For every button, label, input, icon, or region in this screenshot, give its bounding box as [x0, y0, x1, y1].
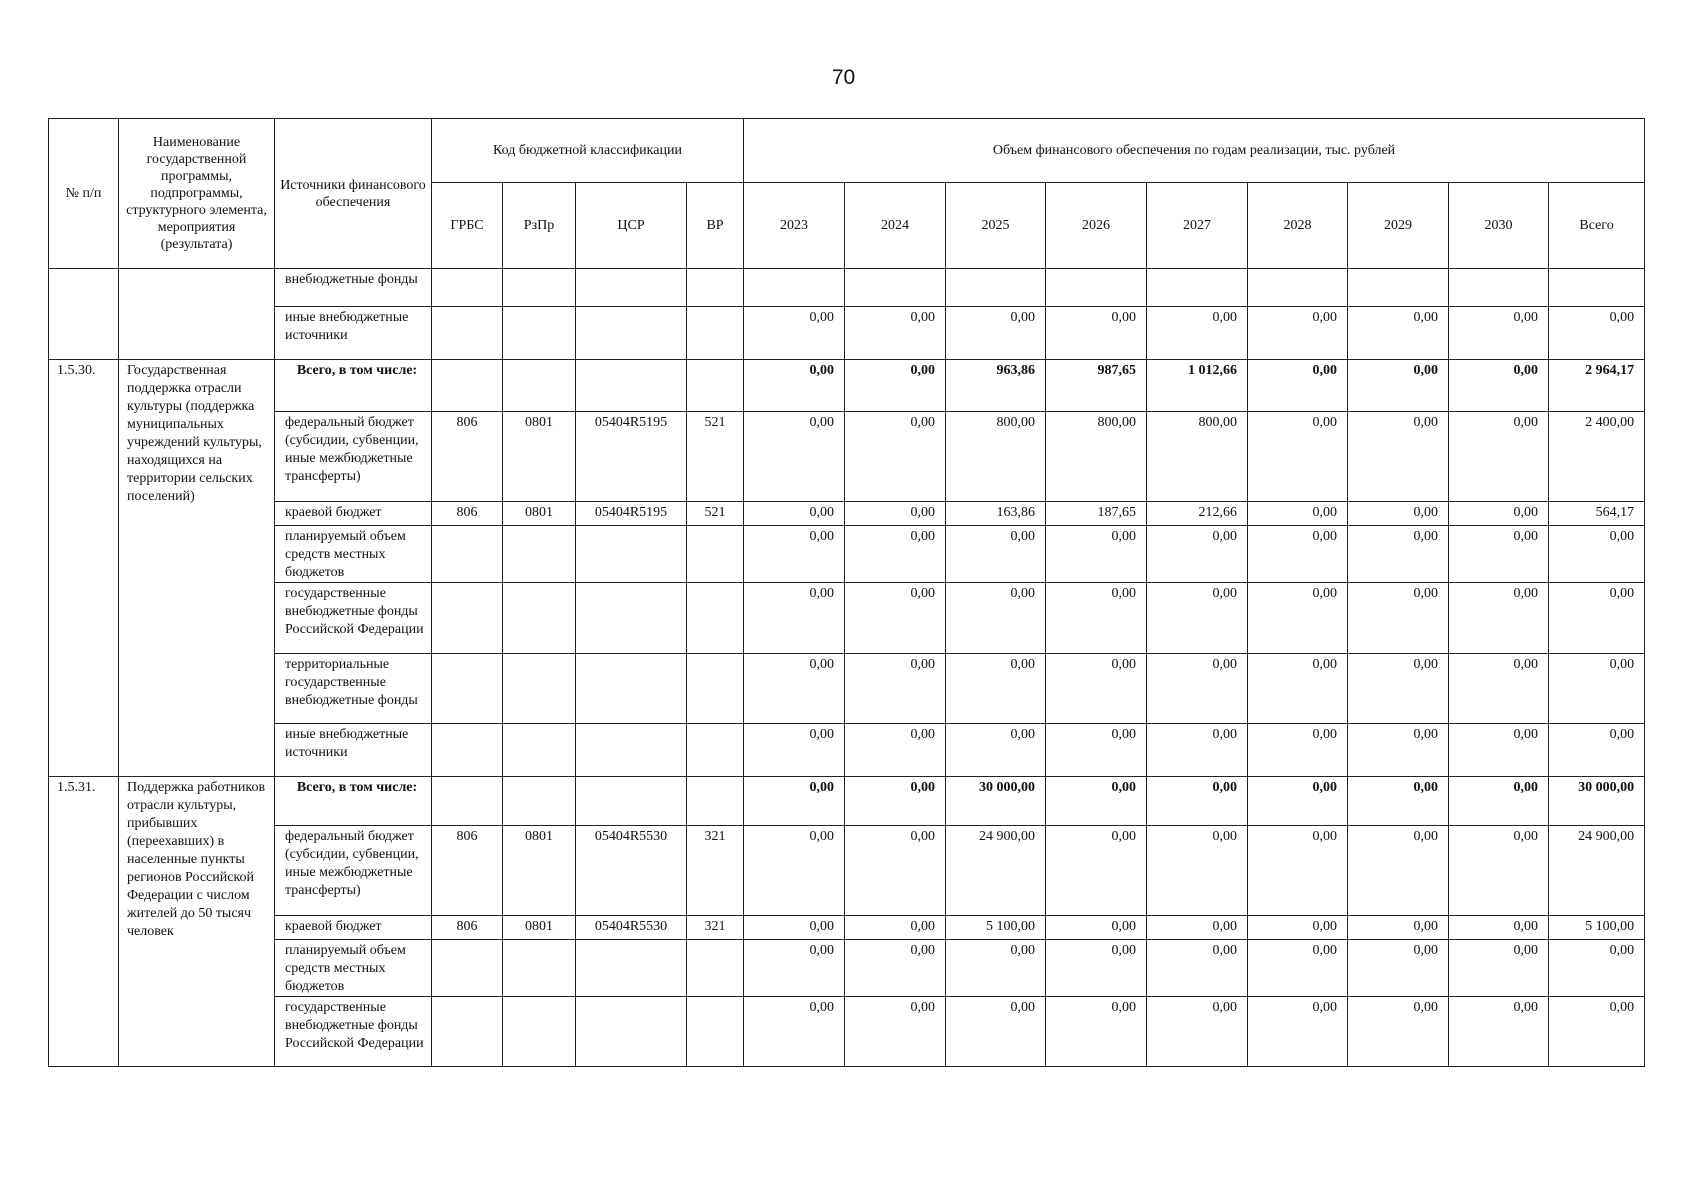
cell-grbs: 806 [432, 826, 503, 916]
cell-grbs [432, 583, 503, 654]
header-year-2028: 2028 [1248, 183, 1348, 269]
cell-value [1147, 269, 1248, 307]
cell-value: 0,00 [1348, 412, 1449, 502]
financing-table-wrapper [48, 118, 1645, 1067]
cell-value: 0,00 [845, 826, 946, 916]
cell-value: 212,66 [1147, 502, 1248, 526]
header-year-2027: 2027 [1147, 183, 1248, 269]
cell-value: 0,00 [744, 412, 845, 502]
cell-value: 0,00 [845, 940, 946, 997]
table-row [49, 916, 1645, 940]
cell-value: 0,00 [1348, 502, 1449, 526]
cell-value: 0,00 [1046, 916, 1147, 940]
cell-vr: 521 [687, 502, 744, 526]
header-grbs: ГРБС [432, 183, 503, 269]
cell-value: 0,00 [1046, 997, 1147, 1067]
header-year-2030: 2030 [1449, 183, 1549, 269]
header-sources: Источники финансового обеспечения [275, 119, 432, 269]
cell-grbs [432, 997, 503, 1067]
table-row-total [49, 360, 1645, 412]
table-row [49, 940, 1645, 997]
cell-rzpr: 0801 [503, 502, 576, 526]
cell-value: 0,00 [1147, 777, 1248, 826]
table-row [49, 526, 1645, 583]
cell-value: 0,00 [1549, 724, 1645, 777]
cell-vr [687, 360, 744, 412]
cell-value: 0,00 [1046, 777, 1147, 826]
cell-value: 30 000,00 [946, 777, 1046, 826]
cell-value: 0,00 [946, 997, 1046, 1067]
cell-grbs: 806 [432, 412, 503, 502]
table-row [49, 997, 1645, 1067]
header-total: Всего [1549, 183, 1645, 269]
cell-source: государственные внебюджетные фонды Российской Федерации [275, 997, 432, 1067]
cell-value: 2 400,00 [1549, 412, 1645, 502]
cell-value: 0,00 [1549, 307, 1645, 360]
cell-value: 0,00 [1348, 777, 1449, 826]
cell-value: 0,00 [1449, 826, 1549, 916]
cell-value: 0,00 [845, 997, 946, 1067]
cell-value: 0,00 [1449, 777, 1549, 826]
cell-value: 0,00 [744, 654, 845, 724]
cell-value: 0,00 [1248, 654, 1348, 724]
cell-value: 0,00 [1147, 583, 1248, 654]
cell-value: 0,00 [845, 724, 946, 777]
cell-value: 0,00 [946, 583, 1046, 654]
header-name: Наименование государственной программы, подпрограммы, структурного элемента, мероприятия (результата) [119, 119, 275, 269]
cell-grbs [432, 360, 503, 412]
cell-value: 800,00 [1147, 412, 1248, 502]
cell-value: 0,00 [1348, 826, 1449, 916]
cell-grbs: 806 [432, 502, 503, 526]
cell-csr [576, 997, 687, 1067]
cell-value: 0,00 [1046, 526, 1147, 583]
cell-csr [576, 724, 687, 777]
cell-value [1549, 269, 1645, 307]
page-number: 70 [831, 66, 856, 89]
cell-value: 987,65 [1046, 360, 1147, 412]
cell-value: 0,00 [1348, 526, 1449, 583]
cell-grbs [432, 940, 503, 997]
cell-csr [576, 526, 687, 583]
cell-vr [687, 997, 744, 1067]
cell-value: 0,00 [1147, 307, 1248, 360]
cell-rzpr: 0801 [503, 412, 576, 502]
header-year-2023: 2023 [744, 183, 845, 269]
cell-value: 0,00 [1248, 526, 1348, 583]
cell-value: 0,00 [1348, 916, 1449, 940]
cell-value [1046, 269, 1147, 307]
table-header [49, 119, 1645, 269]
cell-value: 0,00 [1449, 583, 1549, 654]
cell-value: 0,00 [1046, 940, 1147, 997]
cell-rzpr [503, 777, 576, 826]
cell-value: 0,00 [1348, 583, 1449, 654]
cell-value: 0,00 [845, 502, 946, 526]
cell-value: 0,00 [744, 826, 845, 916]
table-row-total [49, 777, 1645, 826]
cell-source: Всего, в том числе: [275, 360, 432, 412]
cell-value: 0,00 [744, 940, 845, 997]
cell-value: 0,00 [1248, 940, 1348, 997]
cell-value [1248, 269, 1348, 307]
cell-source: Всего, в том числе: [275, 777, 432, 826]
cell-value: 0,00 [1549, 997, 1645, 1067]
cell-value: 0,00 [744, 526, 845, 583]
cell-rzpr [503, 526, 576, 583]
cell-vr [687, 269, 744, 307]
cell-value: 0,00 [1248, 826, 1348, 916]
cell-vr [687, 724, 744, 777]
cell-value: 0,00 [1348, 940, 1449, 997]
cell-grbs [432, 654, 503, 724]
cell-value [946, 269, 1046, 307]
cell-value: 0,00 [744, 916, 845, 940]
cell-source: государственные внебюджетные фонды Российской Федерации [275, 583, 432, 654]
cell-value: 800,00 [1046, 412, 1147, 502]
cell-source: планируемый объем средств местных бюджетов [275, 940, 432, 997]
cell-value: 0,00 [744, 583, 845, 654]
cell-vr [687, 526, 744, 583]
cell-value: 0,00 [1248, 777, 1348, 826]
cell-csr: 05404R5530 [576, 916, 687, 940]
cell-index: 1.5.30. [49, 360, 119, 777]
cell-csr: 05404R5530 [576, 826, 687, 916]
cell-value: 5 100,00 [946, 916, 1046, 940]
cell-value: 0,00 [1549, 526, 1645, 583]
cell-vr [687, 654, 744, 724]
cell-value: 0,00 [946, 940, 1046, 997]
cell-value: 0,00 [1449, 654, 1549, 724]
cell-value: 187,65 [1046, 502, 1147, 526]
cell-vr [687, 307, 744, 360]
cell-rzpr: 0801 [503, 826, 576, 916]
cell-value: 0,00 [946, 307, 1046, 360]
cell-csr: 05404R5195 [576, 502, 687, 526]
cell-grbs: 806 [432, 916, 503, 940]
cell-value: 0,00 [845, 307, 946, 360]
cell-program-name: Государственная поддержка отрасли культуры (поддержка муниципальных учреждений культуры, находящихся на территории сельских поселений) [119, 360, 275, 777]
cell-value: 0,00 [1348, 307, 1449, 360]
cell-vr: 521 [687, 412, 744, 502]
cell-value [1348, 269, 1449, 307]
cell-index-empty [49, 269, 119, 360]
cell-value: 0,00 [1348, 724, 1449, 777]
cell-value: 0,00 [1549, 940, 1645, 997]
header-year-2029: 2029 [1348, 183, 1449, 269]
cell-rzpr [503, 583, 576, 654]
header-kbk: Код бюджетной классификации [432, 119, 744, 183]
cell-value: 0,00 [1147, 654, 1248, 724]
cell-value: 30 000,00 [1549, 777, 1645, 826]
cell-value: 0,00 [845, 360, 946, 412]
cell-value: 24 900,00 [1549, 826, 1645, 916]
cell-value: 0,00 [845, 777, 946, 826]
cell-csr: 05404R5195 [576, 412, 687, 502]
cell-value: 0,00 [845, 916, 946, 940]
cell-vr [687, 777, 744, 826]
cell-rzpr [503, 307, 576, 360]
cell-value: 0,00 [946, 724, 1046, 777]
cell-value: 0,00 [744, 997, 845, 1067]
cell-value: 0,00 [1248, 916, 1348, 940]
cell-value: 0,00 [1348, 997, 1449, 1067]
cell-value: 0,00 [1046, 583, 1147, 654]
cell-value: 0,00 [1147, 940, 1248, 997]
cell-value: 0,00 [1248, 997, 1348, 1067]
cell-value: 0,00 [744, 502, 845, 526]
cell-value: 0,00 [845, 654, 946, 724]
cell-vr: 321 [687, 826, 744, 916]
cell-value: 0,00 [946, 654, 1046, 724]
cell-value: 0,00 [1248, 412, 1348, 502]
cell-value: 0,00 [1449, 997, 1549, 1067]
cell-value: 0,00 [744, 777, 845, 826]
cell-value: 963,86 [946, 360, 1046, 412]
cell-rzpr [503, 654, 576, 724]
header-year-2026: 2026 [1046, 183, 1147, 269]
cell-value: 0,00 [1147, 997, 1248, 1067]
cell-program-name: Поддержка работников отрасли культуры, прибывших (переехавших) в населенные пункты регионов Российской Федерации с числом жителей до 50 тысяч человек [119, 777, 275, 1067]
cell-value [1449, 269, 1549, 307]
cell-source: планируемый объем средств местных бюджетов [275, 526, 432, 583]
cell-value: 0,00 [1348, 654, 1449, 724]
cell-value: 0,00 [744, 724, 845, 777]
cell-csr [576, 583, 687, 654]
cell-value: 0,00 [845, 583, 946, 654]
table-row [49, 654, 1645, 724]
cell-grbs [432, 269, 503, 307]
cell-rzpr [503, 269, 576, 307]
header-rzpr: РзПр [503, 183, 576, 269]
table-row [49, 502, 1645, 526]
header-volume: Объем финансового обеспечения по годам реализации, тыс. рублей [744, 119, 1645, 183]
header-csr: ЦСР [576, 183, 687, 269]
cell-value: 0,00 [1248, 724, 1348, 777]
cell-rzpr [503, 997, 576, 1067]
cell-program-empty [119, 269, 275, 360]
cell-value: 24 900,00 [946, 826, 1046, 916]
cell-csr [576, 360, 687, 412]
header-year-2024: 2024 [845, 183, 946, 269]
table-row [49, 307, 1645, 360]
cell-value [744, 269, 845, 307]
cell-rzpr [503, 940, 576, 997]
table-body [49, 269, 1645, 1067]
table-row [49, 583, 1645, 654]
cell-source: внебюджетные фонды [275, 269, 432, 307]
cell-index: 1.5.31. [49, 777, 119, 1067]
cell-source: территориальные государственные внебюджетные фонды [275, 654, 432, 724]
cell-value: 2 964,17 [1549, 360, 1645, 412]
cell-value: 0,00 [1449, 526, 1549, 583]
cell-value: 0,00 [1549, 654, 1645, 724]
cell-csr [576, 307, 687, 360]
cell-rzpr [503, 360, 576, 412]
cell-value: 564,17 [1549, 502, 1645, 526]
cell-value: 0,00 [1449, 412, 1549, 502]
cell-value: 0,00 [1449, 724, 1549, 777]
cell-value: 0,00 [1046, 654, 1147, 724]
cell-source: федеральный бюджет (субсидии, субвенции, иные межбюджетные трансферты) [275, 826, 432, 916]
cell-value: 0,00 [1147, 724, 1248, 777]
cell-vr [687, 583, 744, 654]
header-num: № п/п [49, 119, 119, 269]
table-row [49, 826, 1645, 916]
cell-value: 0,00 [1348, 360, 1449, 412]
cell-rzpr [503, 724, 576, 777]
cell-value: 0,00 [1248, 502, 1348, 526]
cell-value: 0,00 [744, 307, 845, 360]
cell-value: 0,00 [1147, 526, 1248, 583]
cell-csr [576, 777, 687, 826]
cell-value: 0,00 [1248, 307, 1348, 360]
cell-csr [576, 940, 687, 997]
header-vr: ВР [687, 183, 744, 269]
cell-grbs [432, 724, 503, 777]
cell-source: краевой бюджет [275, 916, 432, 940]
table-row [49, 724, 1645, 777]
cell-grbs [432, 526, 503, 583]
cell-value: 0,00 [1248, 583, 1348, 654]
financing-table [48, 118, 1645, 1067]
cell-value: 0,00 [1147, 826, 1248, 916]
cell-rzpr: 0801 [503, 916, 576, 940]
cell-value: 0,00 [1046, 724, 1147, 777]
cell-value: 0,00 [946, 526, 1046, 583]
cell-value: 163,86 [946, 502, 1046, 526]
cell-vr: 321 [687, 916, 744, 940]
cell-value: 0,00 [1449, 916, 1549, 940]
table-row [49, 269, 1645, 307]
cell-value: 0,00 [1449, 307, 1549, 360]
cell-value: 0,00 [1046, 307, 1147, 360]
cell-value: 0,00 [1449, 940, 1549, 997]
cell-value: 0,00 [1046, 826, 1147, 916]
cell-value [845, 269, 946, 307]
cell-value: 0,00 [1449, 360, 1549, 412]
cell-value: 0,00 [1248, 360, 1348, 412]
cell-grbs [432, 777, 503, 826]
cell-value: 0,00 [845, 412, 946, 502]
cell-csr [576, 654, 687, 724]
cell-csr [576, 269, 687, 307]
cell-value: 800,00 [946, 412, 1046, 502]
cell-source: иные внебюджетные источники [275, 307, 432, 360]
cell-value: 5 100,00 [1549, 916, 1645, 940]
cell-grbs [432, 307, 503, 360]
cell-value: 0,00 [1449, 502, 1549, 526]
cell-value: 0,00 [1549, 583, 1645, 654]
cell-value: 0,00 [845, 526, 946, 583]
cell-source: федеральный бюджет (субсидии, субвенции, иные межбюджетные трансферты) [275, 412, 432, 502]
header-year-2025: 2025 [946, 183, 1046, 269]
cell-value: 1 012,66 [1147, 360, 1248, 412]
cell-vr [687, 940, 744, 997]
table-row [49, 412, 1645, 502]
cell-source: иные внебюджетные источники [275, 724, 432, 777]
cell-value: 0,00 [1147, 916, 1248, 940]
cell-value: 0,00 [744, 360, 845, 412]
cell-source: краевой бюджет [275, 502, 432, 526]
